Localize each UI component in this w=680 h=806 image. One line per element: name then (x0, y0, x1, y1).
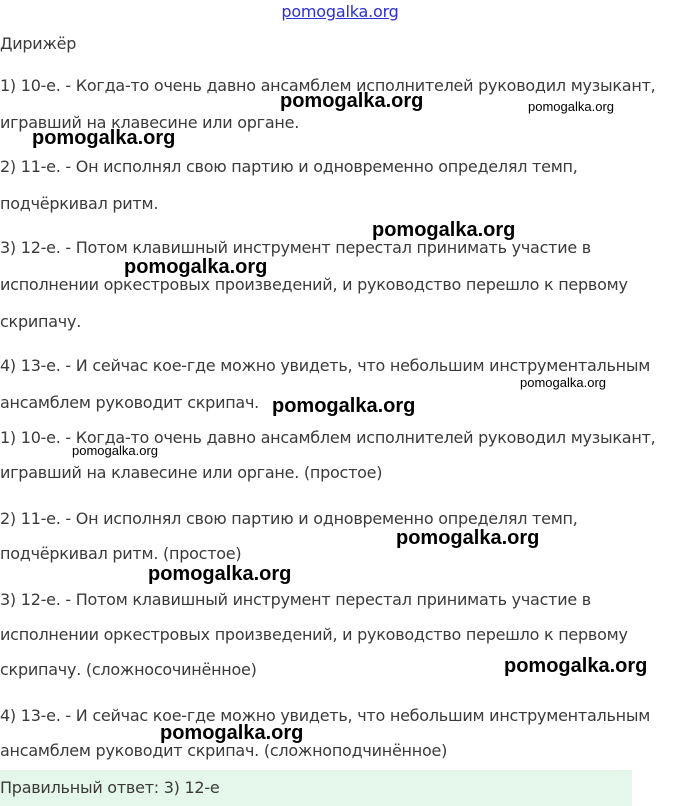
site-link[interactable]: pomogalka.org (281, 2, 399, 21)
answer-text: Правильный ответ: 3) 12-е (0, 778, 220, 797)
watermark: pomogalka.org (124, 256, 268, 278)
text-line-13: подчёркивал ритм. (простое) (0, 544, 242, 563)
watermark: pomogalka.org (32, 127, 176, 149)
watermark: pomogalka.org (148, 563, 292, 585)
text-line-7: скрипачу. (0, 312, 82, 331)
text-line-12: 2) 11-е. - Он исполнял свою партию и одновременно определял темп, (0, 509, 578, 528)
page-title: Дирижёр (0, 34, 77, 53)
text-line-17: 4) 13-е. - И сейчас кое-где можно увидеть, что небольшим инструментальным (0, 706, 651, 725)
text-line-4: подчёркивал ритм. (0, 194, 159, 213)
text-line-8: 4) 13-е. - И сейчас кое-где можно увидеть, что небольшим инструментальным (0, 356, 651, 375)
text-line-11: игравший на клавесине или органе. (простое) (0, 463, 383, 482)
watermark: pomogalka.org (396, 527, 540, 549)
watermark: pomogalka.org (520, 375, 606, 390)
text-line-5: 3) 12-е. - Потом клавишный инструмент перестал принимать участие в (0, 238, 591, 257)
text-line-10: 1) 10-е. - Когда-то очень давно ансамблем исполнителей руководил музыкант, (0, 428, 656, 447)
watermark: pomogalka.org (280, 90, 424, 112)
text-line-2: игравший на клавесине или органе. (0, 113, 300, 132)
text-line-14: 3) 12-е. - Потом клавишный инструмент перестал принимать участие в (0, 590, 591, 609)
text-line-1: 1) 10-е. - Когда-то очень давно ансамблем исполнителей руководил музыкант, (0, 76, 656, 95)
text-line-6: исполнении оркестровых произведений, и руководство перешло к первому (0, 275, 628, 294)
text-line-18: ансамблем руководит скрипач. (сложноподчинённое) (0, 741, 448, 760)
watermark: pomogalka.org (528, 99, 614, 114)
watermark: pomogalka.org (160, 722, 304, 744)
text-line-16: скрипачу. (сложносочинённое) (0, 660, 257, 679)
watermark: pomogalka.org (504, 655, 648, 677)
watermark: pomogalka.org (72, 443, 158, 458)
text-line-15: исполнении оркестровых произведений, и руководство перешло к первому (0, 625, 628, 644)
answer-box (0, 770, 632, 806)
watermark: pomogalka.org (272, 395, 416, 417)
text-line-9: ансамблем руководит скрипач. (0, 393, 260, 412)
watermark: pomogalka.org (372, 219, 516, 241)
text-line-3: 2) 11-е. - Он исполнял свою партию и одновременно определял темп, (0, 157, 578, 176)
